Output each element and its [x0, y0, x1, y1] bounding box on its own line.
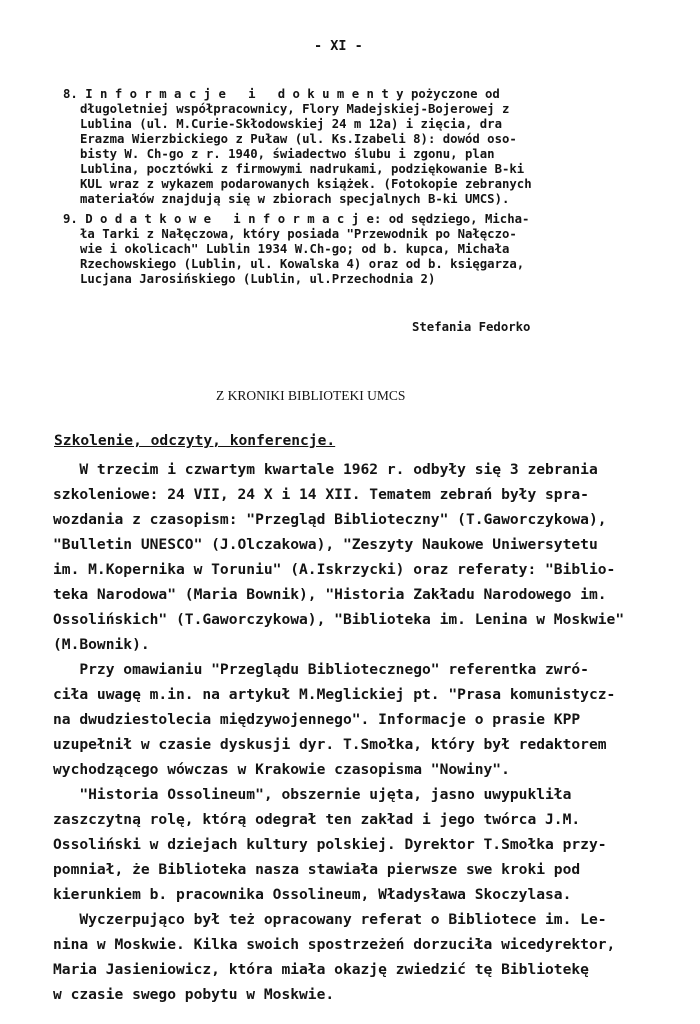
- item-9-line: Rzechowskiego (Lublin, ul. Kowalska 4) oraz od b. księgarza,: [80, 257, 525, 271]
- body-line: ciła uwagę m.in. na artykuł M.Meglickiej pt. "Prasa komunistycz-: [53, 686, 616, 703]
- item-8-line: materiałów znajdują się w zbiorach specjalnych B-ki UMCS).: [80, 192, 510, 206]
- item-8-line: KUL wraz z wykazem podarowanych książek. (Fotokopie zebranych: [80, 177, 532, 191]
- body-line: Wyczerpująco był też opracowany referat o Bibliotece im. Le-: [53, 911, 607, 928]
- body-line: uzupełnił w czasie dyskusji dyr. T.Smołka, który był redaktorem: [53, 736, 607, 753]
- item-8-line: Lublina, pocztówki z firmowymi nadrukami, podziękowanie B-ki: [80, 162, 525, 176]
- body-line: szkoleniowe: 24 VII, 24 X i 14 XII. Tematem zebrań były spra-: [53, 486, 589, 503]
- body-line: Ossolińskich" (T.Gaworczykowa), "Biblioteka im. Lenina w Moskwie": [53, 611, 625, 628]
- author-signature: Stefania Fedorko: [412, 320, 531, 334]
- item-8-line: Lublina (ul. M.Curie-Skłodowskiej 24 m 12a) i zięcia, dra: [80, 117, 502, 131]
- item-8-line: 8. I n f o r m a c j e i d o k u m e n t y pożyczone od: [63, 87, 500, 101]
- body-line: teka Narodowa" (Maria Bownik), "Historia Zakładu Narodowego im.: [53, 586, 607, 603]
- body-line: na dwudziestolecia międzywojennego". Informacje o prasie KPP: [53, 711, 581, 728]
- body-line: (M.Bownik).: [53, 636, 150, 653]
- section-title: Z KRONIKI BIBLIOTEKI UMCS: [216, 388, 406, 403]
- body-line: pomniał, że Biblioteka nasza stawiała pierwsze swe kroki pod: [53, 861, 581, 878]
- page-number: - XI -: [314, 38, 363, 54]
- body-line: Ossoliński w dziejach kultury polskiej. Dyrektor T.Smołka przy-: [53, 836, 607, 853]
- body-line: w czasie swego pobytu w Moskwie.: [53, 986, 335, 1003]
- body-line: "Bulletin UNESCO" (J.Olczakowa), "Zeszyty Naukowe Uniwersytetu: [53, 536, 598, 553]
- item-8-line: długoletniej współpracownicy, Flory Madejskiej-Bojerowej z: [80, 102, 510, 116]
- item-9-line: ła Tarki z Nałęczowa, który posiada "Przewodnik po Nałęczo-: [80, 227, 517, 241]
- body-line: nina w Moskwie. Kilka swoich spostrzeżeń dorzuciła wicedyrektor,: [53, 936, 616, 953]
- body-line: kierunkiem b. pracownika Ossolineum, Władysława Skoczylasa.: [53, 886, 572, 903]
- body-line: im. M.Kopernika w Toruniu" (A.Iskrzycki) oraz referaty: "Biblio-: [53, 561, 616, 578]
- body-line: "Historia Ossolineum", obszernie ujęta, jasno uwypukliła: [53, 786, 572, 803]
- subsection-heading: Szkolenie, odczyty, konferencje.: [54, 432, 336, 449]
- item-8-line: Erazma Wierzbickiego z Puław (ul. Ks.Izabeli 8): dowód oso-: [80, 132, 517, 146]
- body-line: Maria Jasieniowicz, która miała okazję zwiedzić tę Bibliotekę: [53, 961, 589, 978]
- body-line: zaszczytną rolę, którą odegrał ten zakład i jego twórca J.M.: [53, 811, 581, 828]
- item-9-line: Lucjana Jarosińskiego (Lublin, ul.Przechodnia 2): [80, 272, 436, 286]
- item-9-line: 9. D o d a t k o w e i n f o r m a c j e: od sędziego, Micha-: [63, 212, 530, 226]
- body-line: wozdania z czasopism: "Przegląd Biblioteczny" (T.Gaworczykowa),: [53, 511, 607, 528]
- item-9-line: wie i okolicach" Lublin 1934 W.Ch-go; od b. kupca, Michała: [80, 242, 510, 256]
- body-line: W trzecim i czwartym kwartale 1962 r. odbyły się 3 zebrania: [53, 461, 598, 478]
- item-8-line: bisty W. Ch-go z r. 1940, świadectwo ślubu i zgonu, plan: [80, 147, 495, 161]
- body-line: wychodzącego wówczas w Krakowie czasopisma "Nowiny".: [53, 761, 510, 778]
- body-line: Przy omawianiu "Przeglądu Bibliotecznego" referentka zwró-: [53, 661, 589, 678]
